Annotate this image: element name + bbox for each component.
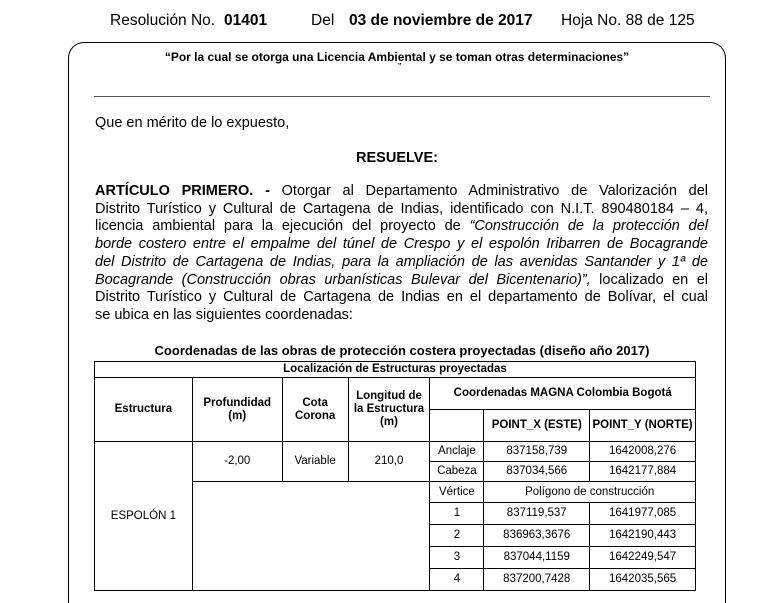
head-y: 1642177,884 xyxy=(590,462,696,482)
polygon-label: Polígono de construcción xyxy=(484,482,696,503)
depth-value: -2,00 xyxy=(192,442,282,482)
vertex-x: 836963,3676 xyxy=(484,525,590,547)
length-value: 210,0 xyxy=(348,442,430,482)
vertex-y: 1642249,547 xyxy=(590,547,696,569)
article-line-1: ARTÍCULO PRIMERO. - Otorgar al Departamento Administrativo de Valorización del xyxy=(95,183,708,199)
resolution-label: Resolución No. xyxy=(110,12,216,29)
vertex-x: 837119,537 xyxy=(484,503,590,525)
anchor-x: 837158,739 xyxy=(484,442,590,462)
table-caption: Coordenadas de las obras de protección costera proyectadas (diseño año 2017) xyxy=(154,343,650,358)
header-point-y: POINT_Y (NORTE) xyxy=(590,410,696,442)
group-header: Localización de Estructuras proyectadas xyxy=(95,362,696,378)
article-line-3: licencia ambiental para la ejecución del proyecto de “Construcción de la protección del xyxy=(95,218,709,235)
article-line-7: Distrito Turístico y Cultural de Cartagena de Indias en el departamento de Bolívar, el cual xyxy=(95,289,708,306)
structure-name: ESPOLÓN 1 xyxy=(95,442,193,591)
article-first xyxy=(95,183,708,325)
anchor-y: 1642008,276 xyxy=(590,442,696,462)
table-row xyxy=(95,442,696,462)
vertex-number: 3 xyxy=(430,547,484,569)
vertex-y: 1642190,443 xyxy=(590,525,696,547)
vertex-number: 1 xyxy=(430,503,484,525)
coordinates-table xyxy=(94,361,696,591)
subject-trailing-mark: ” xyxy=(398,62,402,73)
header-crown: Cota Corona xyxy=(282,378,348,442)
page-header xyxy=(0,10,768,34)
resolve-heading: RESUELVE: xyxy=(356,150,438,166)
header-point-x: POINT_X (ESTE) xyxy=(484,410,590,442)
article-line-5: del Distrito de Cartagena de Indias, para la ampliación de las avenidas Santander y 1ª de xyxy=(95,253,708,270)
table-group-header-row xyxy=(95,362,696,378)
header-coordinates: Coordenadas MAGNA Colombia Bogotá xyxy=(430,378,696,410)
anchor-label: Anclaje xyxy=(430,442,484,462)
table-header-row xyxy=(95,378,696,410)
intro-paragraph: Que en mérito de lo expuesto, xyxy=(95,115,290,131)
resolution-number: 01401 xyxy=(224,12,268,29)
article-line-4: borde costero entre el empalme del túnel de Crespo y el espolón Iribarren de Bocagrande xyxy=(95,236,708,253)
date-label: Del xyxy=(311,12,335,29)
resolution-date: 03 de noviembre de 2017 xyxy=(349,12,533,29)
vertex-x: 837044,1159 xyxy=(484,547,590,569)
head-x: 837034,566 xyxy=(484,462,590,482)
article-title: ARTÍCULO PRIMERO. - xyxy=(95,183,270,199)
vertex-y: 1642035,565 xyxy=(590,569,696,591)
header-divider xyxy=(94,96,710,97)
resolution-subject: “Por la cual se otorga una Licencia Ambiental y se toman otras determinaciones” xyxy=(164,50,630,64)
vertex-number: 2 xyxy=(430,525,484,547)
vertex-y: 1641977,085 xyxy=(590,503,696,525)
article-line-8: se ubica en las siguientes coordenadas: xyxy=(95,306,353,323)
page-counter: Hoja No. 88 de 125 xyxy=(561,12,695,29)
header-depth: Profundidad (m) xyxy=(192,378,282,442)
head-label: Cabeza xyxy=(430,462,484,482)
crown-value: Variable xyxy=(282,442,348,482)
article-line-6: Bocagrande (Construcción obras urbanísticas Bulevar del Bicentenario)”, localizado en el xyxy=(95,271,708,288)
header-length: Longitud de la Estructura (m) xyxy=(348,378,430,442)
vertex-label: Vértice xyxy=(430,482,484,503)
header-structure: Estructura xyxy=(95,378,193,442)
vertex-number: 4 xyxy=(430,569,484,591)
article-line-2: Distrito Turístico y Cultural de Cartagena de Indias, identificado con N.I.T. 890480184 – 4, xyxy=(95,200,708,217)
empty-merged-cell xyxy=(192,482,430,591)
vertex-x: 837200,7428 xyxy=(484,569,590,591)
